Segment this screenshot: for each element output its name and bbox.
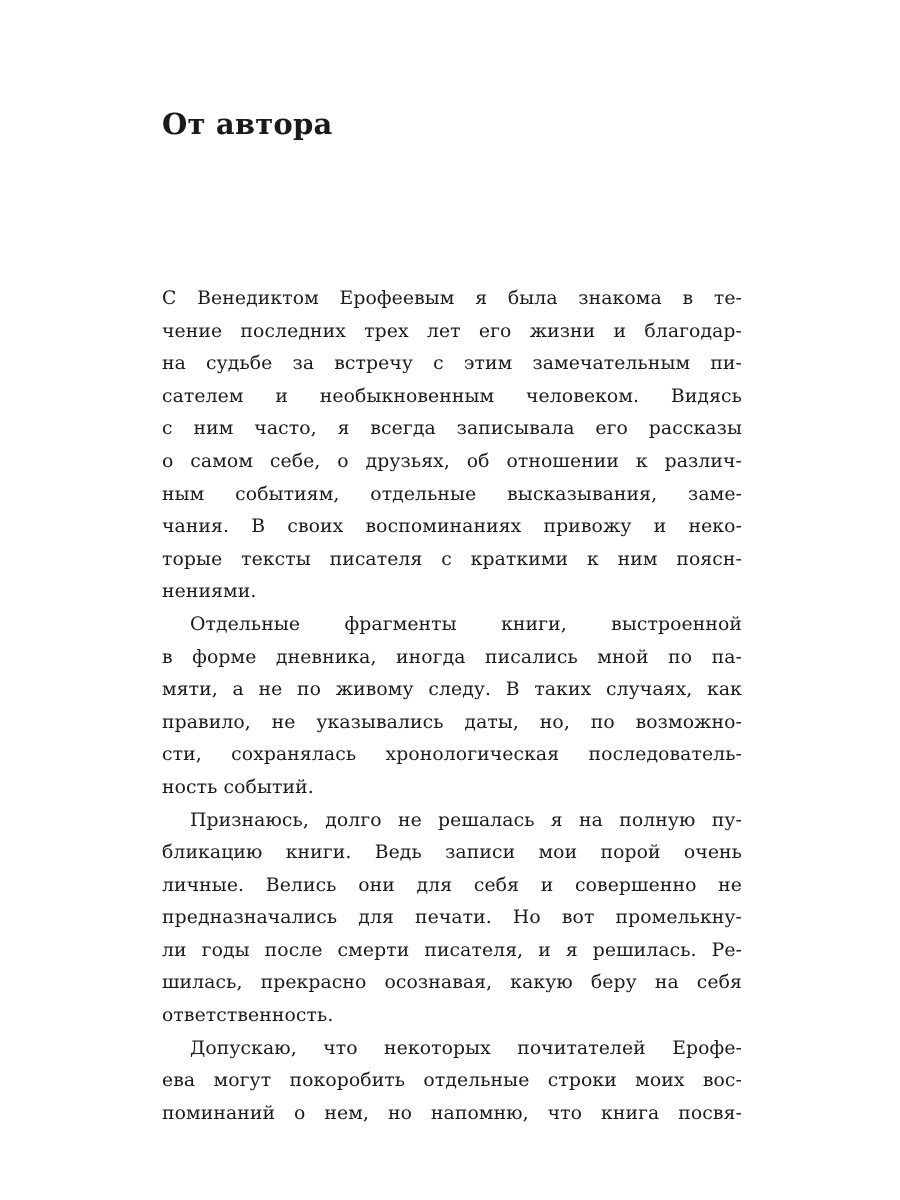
text-line: ли годы после смерти писателя, и я решилась. Ре- <box>162 939 742 961</box>
text-line: торые тексты писателя с краткими к ним поясн- <box>162 548 742 570</box>
paragraph-1 <box>162 283 742 609</box>
text-line: с ним часто, я всегда записывала его рассказы <box>162 418 742 440</box>
text-line: Отдельные фрагменты книги, выстроенной <box>190 613 742 635</box>
text-line: сателем и необыкновенным человеком. Видясь <box>162 385 742 407</box>
text-line: на судьбе за встречу с этим замечательным пи- <box>162 353 742 375</box>
text-line: мяти, а не по живому следу. В таких случаях, как <box>162 679 742 701</box>
text-line: С Венедиктом Ерофеевым я была знакома в те- <box>162 288 742 309</box>
paragraph-4 <box>162 1033 742 1131</box>
text-line: ева могут покоробить отдельные строки моих вос- <box>162 1070 742 1092</box>
text-line: нениями. <box>162 581 257 603</box>
page-title: От автора <box>162 107 333 141</box>
text-line: чение последних трех лет его жизни и благодар- <box>162 320 742 342</box>
text-line: ность событий. <box>162 776 314 798</box>
text-line: чания. В своих воспоминаниях привожу и неко- <box>162 516 742 538</box>
text-line: бликацию книги. Ведь записи мои порой очень <box>162 842 742 864</box>
text-line: личные. Велись они для себя и совершенно не <box>162 874 742 896</box>
text-line: ным событиям, отдельные высказывания, заме- <box>162 483 742 505</box>
text-line: ответственность. <box>162 1005 334 1027</box>
text-line: поминаний о нем, но напомню, что книга посвя- <box>162 1102 742 1124</box>
paragraph-3 <box>162 805 742 1033</box>
text-line: сти, сохранялась хронологическая последователь- <box>162 744 742 766</box>
text-line: шилась, прекрасно осознавая, какую беру на себя <box>162 972 742 994</box>
text-line: правило, не указывались даты, но, по возможно- <box>162 711 742 733</box>
text-line: в форме дневника, иногда писались мной по па- <box>162 646 742 668</box>
text-line: Признаюсь, долго не решалась я на полную пу- <box>190 809 742 831</box>
body-text <box>162 283 742 1130</box>
paragraph-2 <box>162 609 742 805</box>
text-line: о самом себе, о друзьях, об отношении к различ- <box>162 450 742 472</box>
text-line: Допускаю, что некоторых почитателей Ерофе- <box>190 1037 742 1059</box>
text-line: предназначались для печати. Но вот промелькну- <box>162 907 742 929</box>
